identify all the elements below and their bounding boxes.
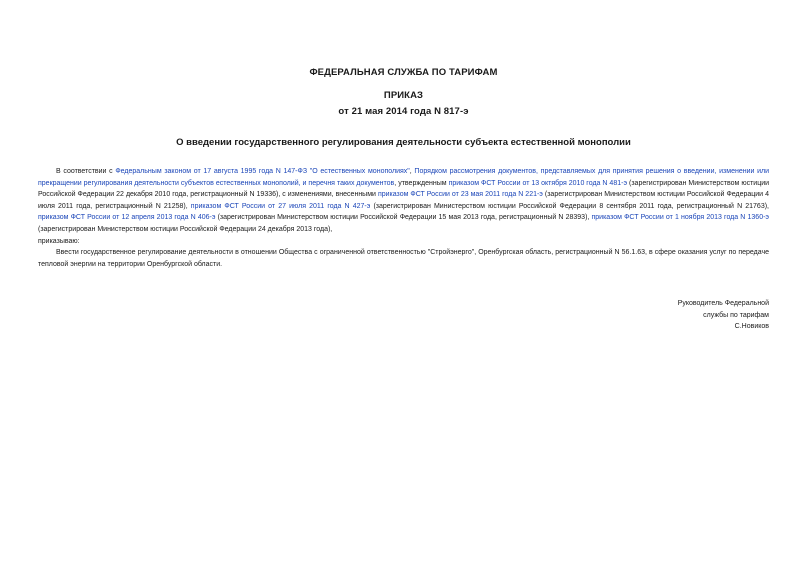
signatory-title-line2: службы по тарифам: [703, 311, 769, 319]
order-word-block: [38, 236, 769, 248]
signature-block: [678, 298, 769, 333]
link-procedure[interactable]: Порядком рассмотрения документов, представляемых для принятия решения о введении, изменении или прекращении регулирования деятельности субъектов естественных монополий, и перечня таких документов: [38, 168, 770, 187]
link-order-427[interactable]: приказом ФСТ России от 27 июля 2011 года N 427-э: [190, 202, 371, 210]
operative-text: Ввести государственное регулирование деятельности в отношении Общества с ограниченной ответственностью "Стройэнерго", Оренбургская область, регистрационный N 56.1.63, в сфере оказания услуг по передаче тепловой энергии на территории Оренбургской области.: [38, 249, 769, 268]
link-order-481[interactable]: приказом ФСТ России от 13 октября 2010 года N 481-э: [448, 179, 628, 187]
signatory-name: С.Новиков: [734, 323, 769, 331]
preamble-text: ,: [409, 168, 415, 175]
preamble-text: В соответствии с: [56, 168, 116, 175]
link-order-1360[interactable]: приказом ФСТ России от 1 ноября 2013 года N 1360-э: [591, 214, 769, 222]
signatory-title-line1: Руководитель Федеральной: [677, 300, 769, 307]
document-date-number: от 21 мая 2014 года N 817-э: [338, 106, 469, 117]
document-type: ПРИКАЗ: [383, 90, 424, 101]
preamble-text: (зарегистрирован Министерством юстиции Российской Федерации 22 декабря 2010 года, регистрационный N 19336), с изменениями, внесенными: [38, 179, 770, 199]
preamble-paragraph: [38, 166, 769, 236]
preamble-text: (зарегистрирован Министерством юстиции Российской Федерации 24 декабря 2013 года),: [38, 225, 333, 233]
preamble-text: (зарегистрирован Министерством юстиции Российской Федерации 4 июля 2011 года, регистрационный N 21258),: [38, 191, 769, 210]
link-order-221[interactable]: приказом ФСТ России от 23 мая 2011 года N 221-э: [377, 191, 543, 199]
preamble-text: , утвержденным: [394, 179, 449, 187]
link-federal-law[interactable]: Федеральным законом от 17 августа 1995 года N 147-ФЗ "О естественных монополиях": [115, 168, 410, 175]
operative-paragraph: [38, 247, 769, 270]
agency-title: ФЕДЕРАЛЬНАЯ СЛУЖБА ПО ТАРИФАМ: [309, 67, 498, 78]
link-order-406[interactable]: приказом ФСТ России от 12 апреля 2013 года N 406-э: [38, 214, 216, 222]
preamble-text: (зарегистрирован Министерством юстиции Российской Федерации 8 сентября 2011 года, регистрационный N 21763),: [370, 202, 769, 210]
document-subject: О введении государственного регулирования деятельности субъекта естественной монополии: [176, 137, 631, 148]
preamble-text: (зарегистрирован Министерством юстиции Российской Федерации 15 мая 2013 года, регистрационный N 28393),: [215, 214, 592, 222]
order-word: приказываю:: [38, 238, 80, 245]
